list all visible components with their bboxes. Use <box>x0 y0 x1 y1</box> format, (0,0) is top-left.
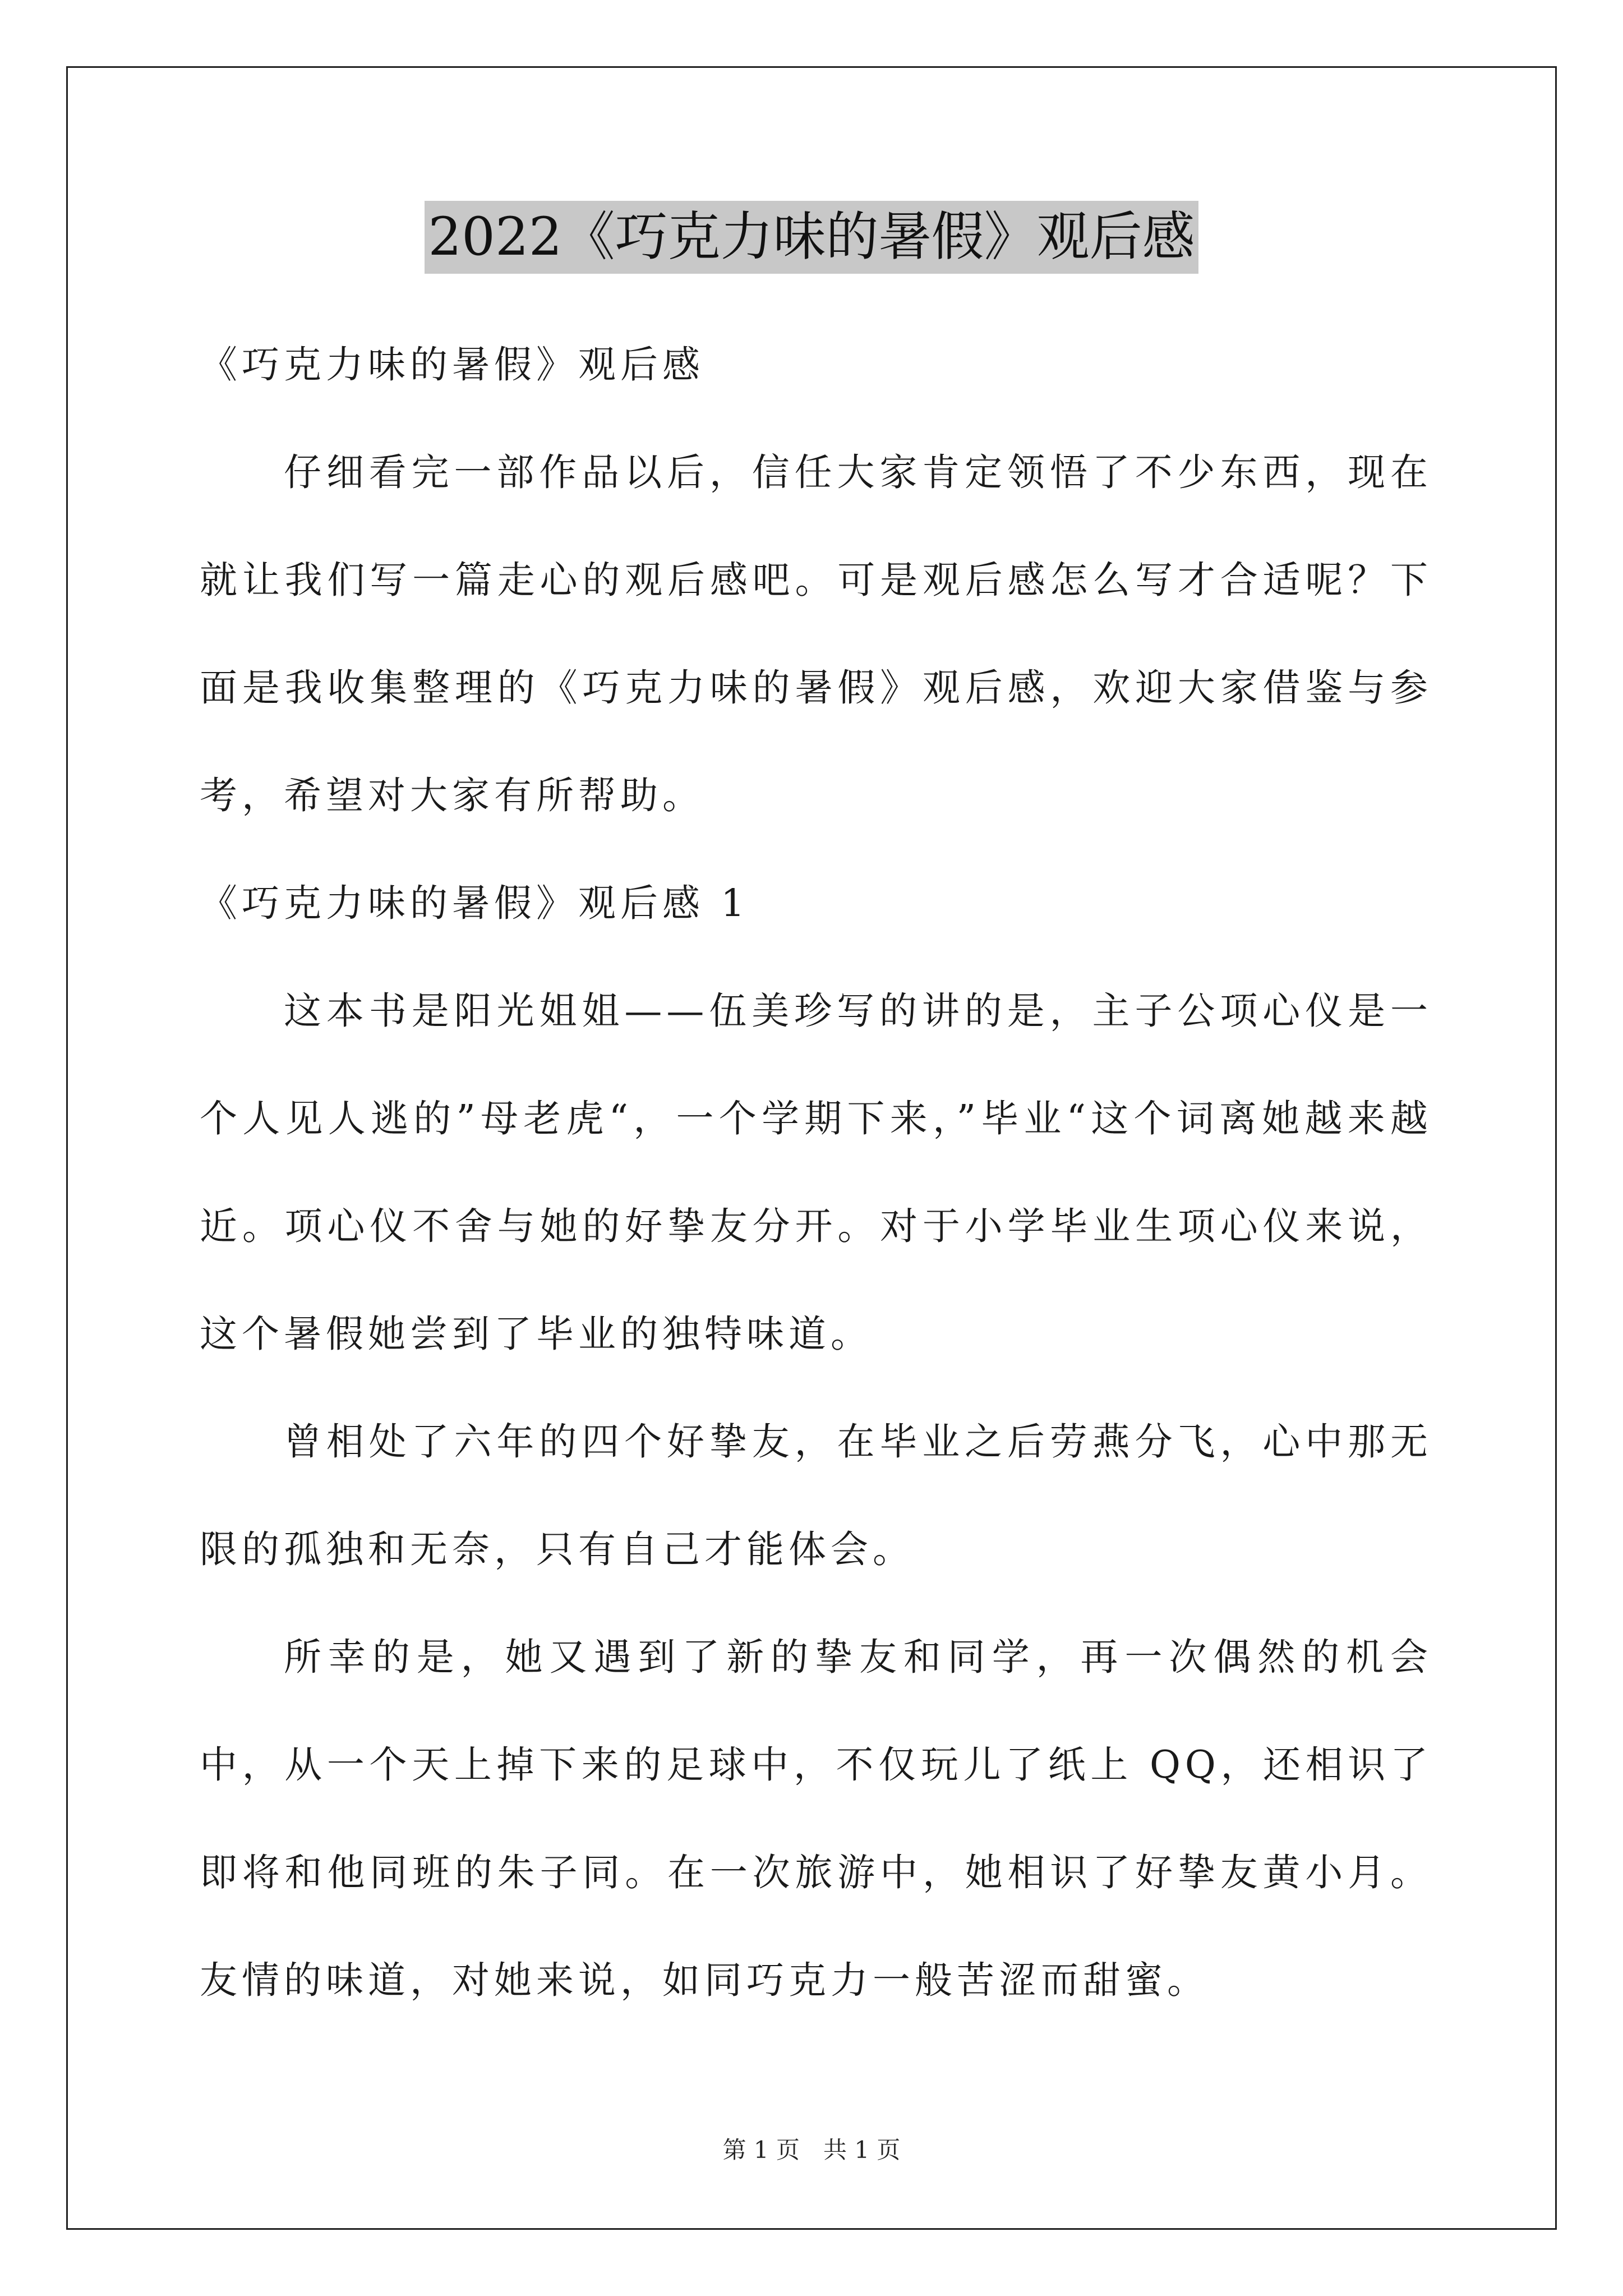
intro-heading: 《巧克力味的暑假》观后感 <box>200 343 704 386</box>
document-title: 2022《巧克力味的暑假》观后感 <box>425 201 1198 274</box>
section-heading: 《巧克力味的暑假》观后感 1 <box>200 881 749 925</box>
page-footer: 第 1 页 共 1 页 <box>722 2136 901 2164</box>
title-container <box>0 201 1623 274</box>
body-paragraph-2: 曾相处了六年的四个好挚友，在毕业之后劳燕分飞，心中那无限的孤独和无奈，只有自己才能体会。 <box>200 1420 1432 1571</box>
intro-paragraph: 仔细看完一部作品以后，信任大家肯定领悟了不少东西，现在就让我们写一篇走心的观后感吧。可是观后感怎么写才合适呢？下面是我收集整理的《巧克力味的暑假》观后感，欢迎大家借鉴与参考，希望对大家有所帮助。 <box>200 450 1432 817</box>
body-paragraph-3: 所幸的是，她又遇到了新的挚友和同学，再一次偶然的机会中，从一个天上掉下来的足球中，不仅玩儿了纸上 QQ，还相识了即将和他同班的朱子同。在一次旅游中，她相识了好挚友黄小月。友情的味道，对她来说，如同巧克力一般苦涩而甜蜜。 <box>200 1635 1432 2002</box>
body-paragraph-1: 这本书是阳光姐姐——伍美珍写的讲的是，主子公项心仪是一个人见人逃的”母老虎“，一个学期下来，”毕业“这个词离她越来越近。项心仪不舍与她的好挚友分开。对于小学毕业生项心仪来说，这个暑假她尝到了毕业的独特味道。 <box>200 989 1432 1356</box>
